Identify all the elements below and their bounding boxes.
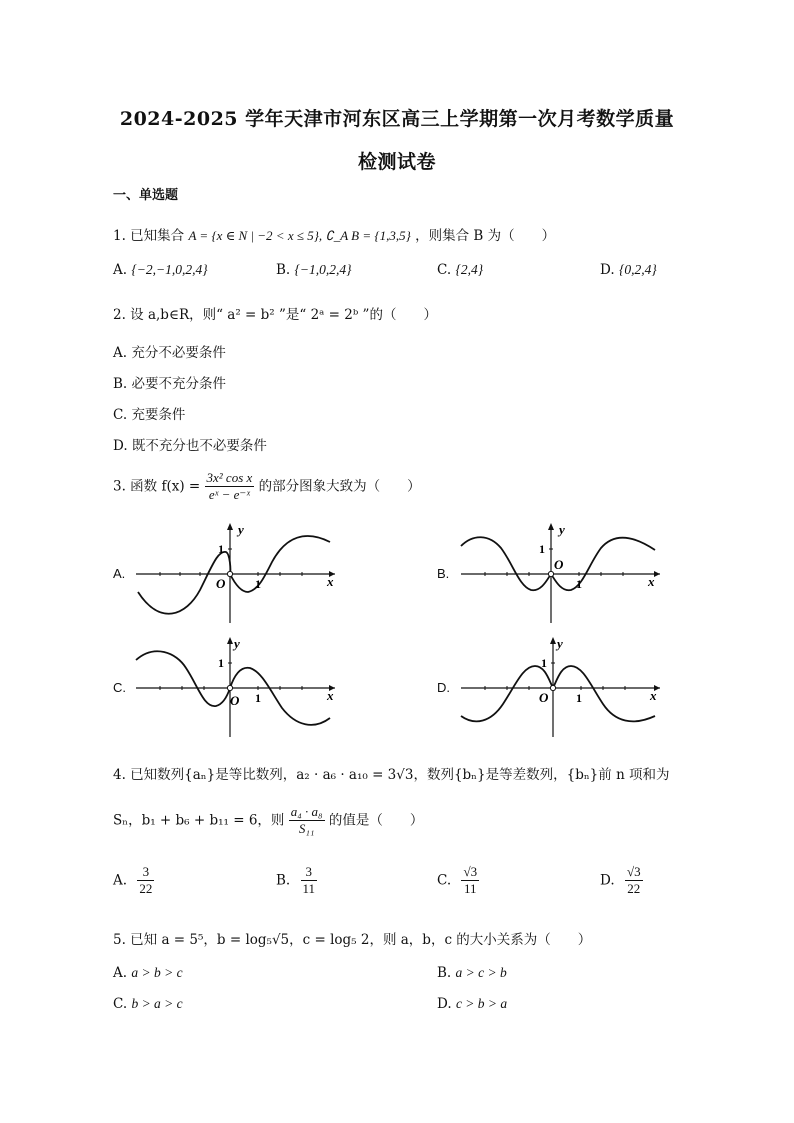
x-axis-arrow [654,571,660,577]
q4-option-d[interactable] [600,864,643,898]
origin-label: O [554,557,564,572]
q3-graph-a[interactable] [130,520,340,625]
option-label: A. [113,965,128,981]
x-tick-one: 1 [255,577,261,591]
q4-option-a[interactable] [113,864,154,898]
origin-label: O [230,693,240,708]
option-label: D. [437,996,452,1012]
y-axis-arrow [548,523,554,530]
frac-num: 3 [137,864,154,881]
frac-num: √3 [461,864,479,881]
y-tick-one: 1 [539,542,545,556]
question-3-stem [113,470,421,504]
q3-graph-c[interactable] [130,634,340,739]
option-label: D. [600,262,615,278]
frac-num: 3 [301,864,318,881]
y-axis-label: y [238,522,244,537]
frac-den: 22 [139,881,153,897]
option-text: 充要条件 [131,407,186,423]
option-label: C. [113,996,128,1012]
y-axis-label: y [234,636,240,651]
y-axis-arrow [227,637,233,644]
option-label: B. [276,262,291,278]
option-text: b > a > c [131,996,183,1011]
exam-title-line2: 检测试卷 [357,151,436,173]
q3-frac-den: eˣ − e⁻ˣ [208,487,250,503]
exam-title-line1: 2024-2025 学年天津市河东区高三上学期第一次月考数学质量 [119,108,675,130]
option-label: C. [113,407,128,423]
q4-option-c[interactable] [437,864,479,898]
option-text: {−1,0,2,4} [294,262,352,277]
q5-option-a[interactable] [113,965,183,981]
q1-stem-math: A = {x ∈ N | −2 < x ≤ 5}, ∁_A B = {1,3,5} [188,228,411,243]
curve [461,666,655,721]
q3-graph-b[interactable] [455,520,665,625]
q2-option-c[interactable] [113,403,185,423]
option-label: B. [437,965,452,981]
q3-graph-b-label[interactable]: B. [437,566,450,581]
y-tick-one: 1 [218,656,224,670]
question-2-stem: 2. 设 a,b∈R，则“ a² = b² ”是“ 2ᵃ = 2ᵇ ”的（ ） [113,307,437,323]
q3-stem-pre: 3. 函数 f(x) = [113,478,201,495]
x-axis-label: x [327,574,334,589]
option-fraction [625,864,643,898]
option-text: 既不充分也不必要条件 [131,438,267,454]
y-axis-arrow [227,523,233,530]
x-axis-label: x [327,688,334,703]
q3-graph-c-label[interactable]: C. [113,680,126,695]
origin-hole [550,685,555,690]
option-text: {2,4} [455,262,484,277]
q1-option-a[interactable] [113,262,208,278]
frac-den: 11 [302,881,316,897]
origin-hole [548,571,553,576]
q3-graph-a-label[interactable]: A. [113,566,126,581]
option-label: A. [113,345,128,361]
option-text: {−2,−1,0,2,4} [131,262,208,277]
q3-stem-post: 的部分图象大致为（ ） [258,478,421,495]
q4-frac-num: a₄ · a₈ [289,804,325,821]
x-tick-one: 1 [576,691,582,705]
q2-option-d[interactable] [113,434,267,454]
origin-hole [227,571,232,576]
q1-stem-pre: 1. 已知集合 [113,228,185,244]
option-fraction [461,864,479,898]
origin-label: O [539,690,549,705]
option-label: C. [437,262,452,278]
q3-graph-d[interactable] [455,634,665,739]
y-axis-arrow [550,637,556,644]
option-text: a > c > b [455,965,507,980]
curve [138,536,330,614]
q5-option-b[interactable] [437,965,507,981]
origin-hole [227,685,232,690]
q1-option-d[interactable] [600,262,657,278]
option-text: c > b > a [455,996,508,1011]
option-text: a > b > c [131,965,183,980]
frac-num: √3 [625,864,643,881]
frac-den: 22 [627,881,641,897]
section-heading: 一、单选题 [113,188,179,203]
q3-frac-num: 3x² cos x [205,470,255,487]
q4-option-b[interactable] [276,864,317,898]
q4-fraction [289,804,325,838]
option-label: D. [113,438,128,454]
q2-option-a[interactable] [113,341,226,361]
x-tick-one: 1 [255,691,261,705]
origin-label: O [216,576,226,591]
option-label: C. [437,872,452,889]
option-label: D. [600,872,615,889]
q1-stem-post: ，则集合 B 为（ ） [415,228,556,244]
q3-graph-d-label[interactable]: D. [437,680,450,695]
question-1-stem [113,224,555,244]
option-fraction [301,864,318,898]
question-4-line2 [113,804,423,838]
x-axis-label: x [648,574,655,589]
question-5-stem: 5. 已知 a = 5⁵，b = log₅√5，c = log₅ 2，则 a，b，c 的大小关系为（ ） [113,932,592,948]
q4-frac-den: S₁₁ [298,821,315,837]
y-tick-one: 1 [218,542,224,556]
q1-option-b[interactable] [276,262,352,278]
question-4-line1: 4. 已知数列{aₙ}是等比数列，a₂ · a₆ · a₁₀ = 3√3，数列{bₙ}是等差数列，{bₙ}前 n 项和为 [113,767,670,783]
q1-option-c[interactable] [437,262,483,278]
option-text: {0,2,4} [618,262,657,277]
option-text: 充分不必要条件 [131,345,226,361]
option-text: 必要不充分条件 [131,376,227,392]
x-tick-one: 1 [576,577,582,591]
option-fraction [137,864,154,898]
y-axis-label: y [557,636,563,651]
x-axis-label: x [650,688,657,703]
frac-den: 11 [463,881,477,897]
q4-line2-pre: Sₙ，b₁ + b₆ + b₁₁ = 6，则 [113,812,285,829]
y-axis-label: y [559,522,565,537]
q5-option-d[interactable] [437,996,507,1012]
q5-option-c[interactable] [113,996,183,1012]
q2-option-b[interactable] [113,372,226,392]
option-label: A. [113,262,128,278]
q3-fraction [205,470,255,504]
option-label: B. [276,872,291,889]
q4-line2-post: 的值是（ ） [328,812,424,829]
y-tick-one: 1 [541,656,547,670]
option-label: A. [113,872,128,889]
option-label: B. [113,376,128,392]
